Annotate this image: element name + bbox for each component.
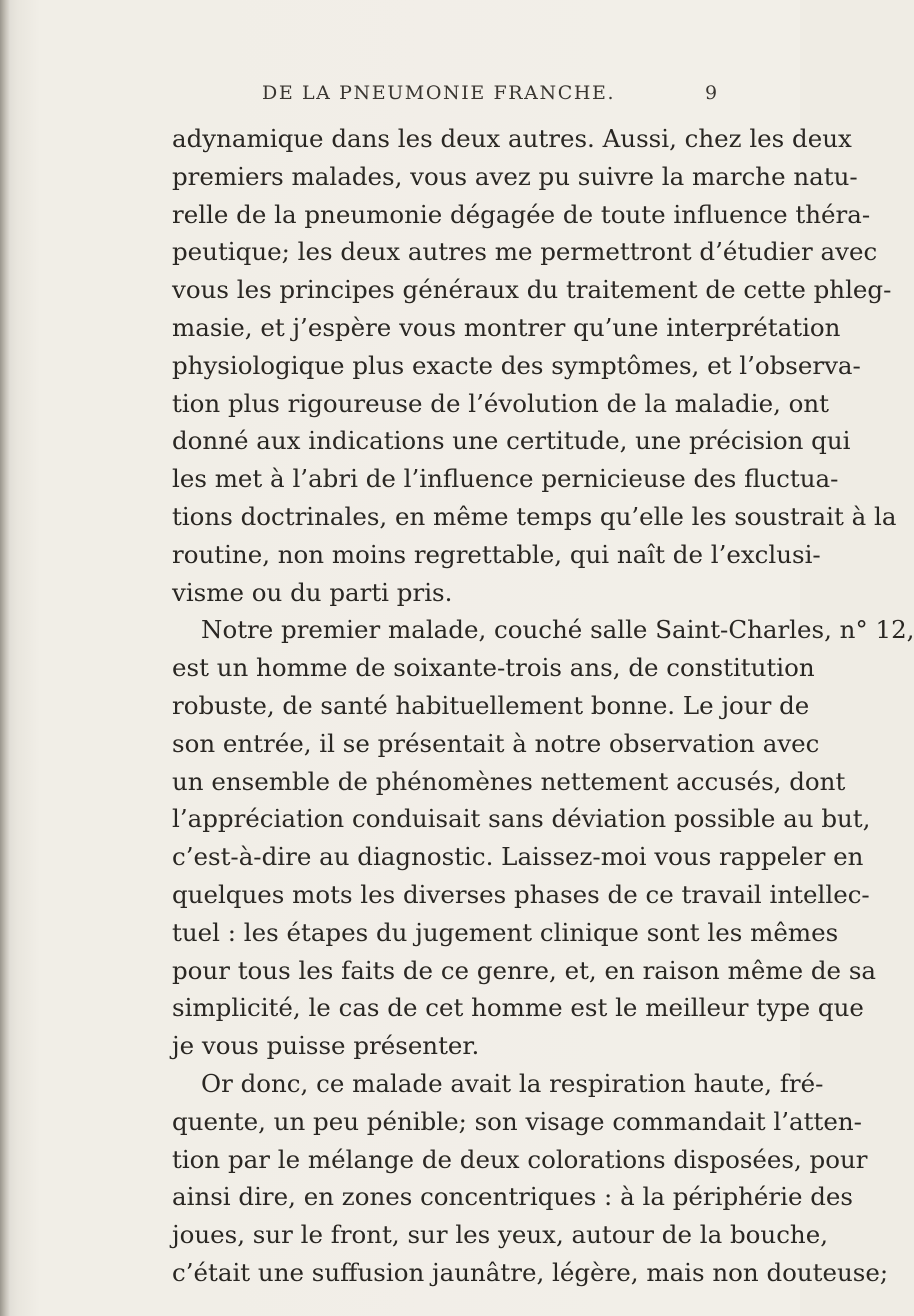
text-line: masie, et j’espère vous montrer qu’une interprétation — [172, 312, 841, 342]
text-line-paragraph-start: Or donc, ce malade avait la respiration haute, fré- — [201, 1068, 824, 1098]
text-line: physiologique plus exacte des symptômes, et l’observa- — [172, 350, 861, 380]
text-line-paragraph-start: Notre premier malade, couché salle Saint-Charles, n° 12, — [201, 615, 914, 645]
text-line: relle de la pneumonie dégagée de toute influence théra- — [172, 199, 871, 229]
text-line: pour tous les faits de ce genre, et, en raison même de sa — [172, 955, 877, 985]
text-line: son entrée, il se présentait à notre observation avec — [172, 728, 820, 758]
text-line-paragraph-end: visme ou du parti pris. — [172, 577, 453, 607]
text-line: c’est-à-dire au diagnostic. Laissez-moi vous rappeler en — [172, 842, 864, 872]
text-line: quelques mots les diverses phases de ce travail intellec- — [172, 879, 870, 909]
text-line: joues, sur le front, sur les yeux, autour de la bouche, — [172, 1220, 828, 1250]
binding-edge — [0, 0, 10, 1316]
text-line: quente, un peu pénible; son visage commandait l’atten- — [172, 1106, 862, 1136]
page-number: 9 — [705, 82, 718, 104]
text-line: est un homme de soixante-trois ans, de constitution — [172, 653, 815, 683]
text-line: tion par le mélange de deux colorations disposées, pour — [172, 1144, 868, 1174]
text-line: un ensemble de phénomènes nettement accusés, dont — [172, 766, 846, 796]
running-title: DE LA PNEUMONIE FRANCHE. — [262, 82, 616, 104]
text-line: tuel : les étapes du jugement clinique sont les mêmes — [172, 917, 839, 947]
text-line: c’était une suffusion jaunâtre, légère, mais non douteuse; — [172, 1257, 889, 1287]
text-line: simplicité, le cas de cet homme est le meilleur type que — [172, 993, 864, 1023]
text-line-paragraph-end: je vous puisse présenter. — [172, 1031, 480, 1061]
text-line: tion plus rigoureuse de l’évolution de la maladie, ont — [172, 388, 830, 418]
text-line: robuste, de santé habituellement bonne. Le jour de — [172, 690, 810, 720]
text-line: ainsi dire, en zones concentriques : à la périphérie des — [172, 1182, 853, 1212]
running-head — [0, 82, 800, 112]
text-line: peutique; les deux autres me permettront d’étudier avec — [172, 237, 878, 267]
text-line: l’appréciation conduisait sans déviation possible au but, — [172, 804, 871, 834]
text-line: les met à l’abri de l’influence pernicieuse des fluctua- — [172, 464, 839, 494]
text-line: adynamique dans les deux autres. Aussi, chez les deux — [172, 124, 852, 153]
text-line: routine, non moins regrettable, qui naît de l’exclusi- — [172, 539, 821, 569]
text-line: tions doctrinales, en même temps qu’elle les soustrait à la — [172, 501, 897, 531]
text-line: donné aux indications une certitude, une précision qui — [172, 426, 851, 456]
body-text — [172, 120, 914, 1292]
text-line: premiers malades, vous avez pu suivre la marche natu- — [172, 161, 858, 191]
text-line: vous les principes généraux du traitement de cette phleg- — [172, 275, 892, 305]
